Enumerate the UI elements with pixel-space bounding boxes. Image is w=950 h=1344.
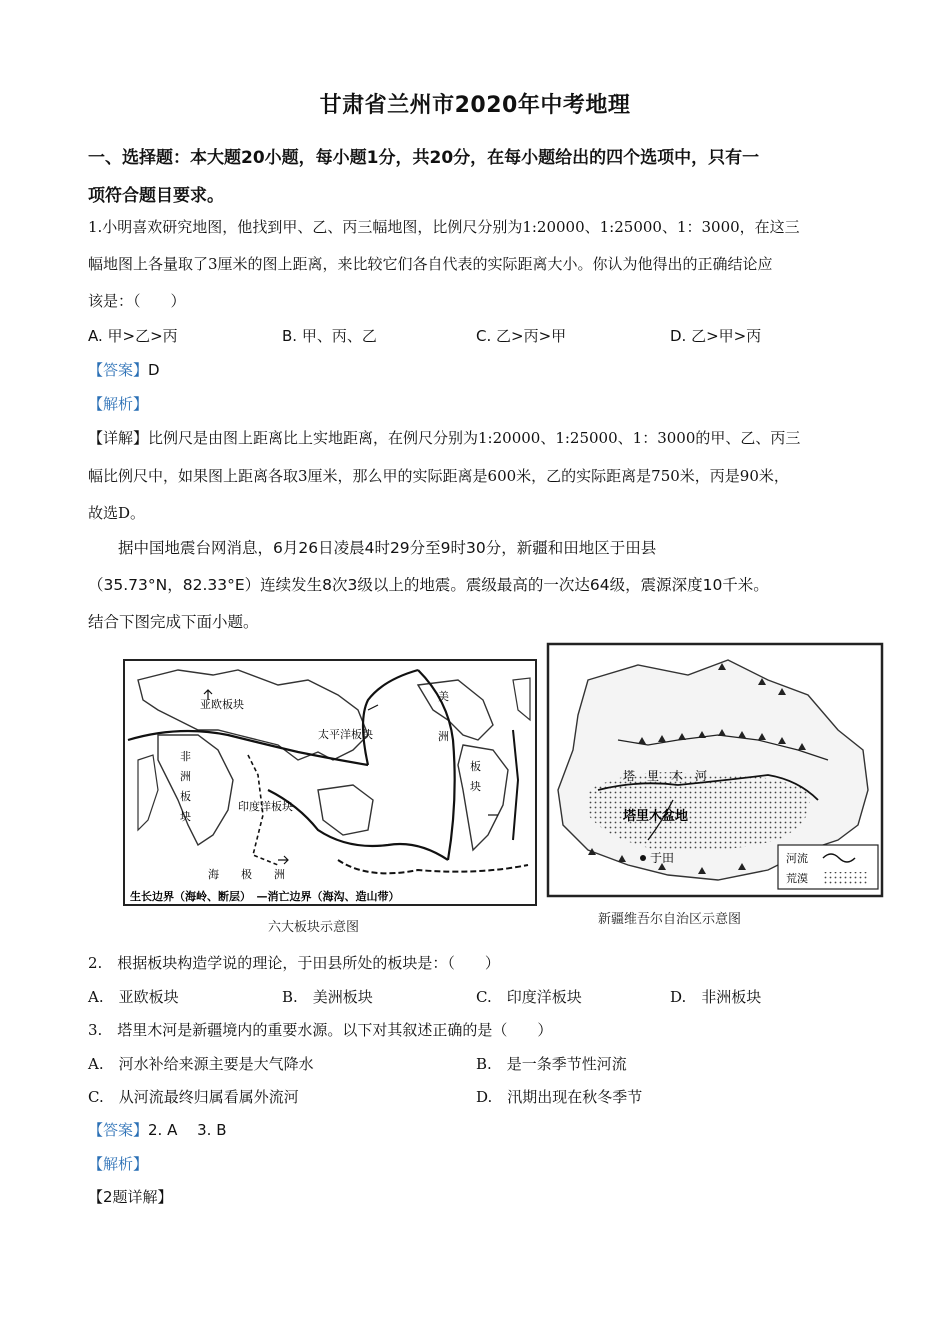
section-heading-line2: 项符合题目要求。 xyxy=(88,186,224,206)
legend-river-label: 河流 xyxy=(786,852,808,865)
q2-option-d: D. 非洲板块 xyxy=(670,988,762,1006)
label-america-2: 洲 xyxy=(438,730,449,743)
q3-option-c: C. 从河流最终归属看属外流河 xyxy=(88,1088,299,1106)
map-figure xyxy=(118,640,888,940)
maps-illustration xyxy=(118,640,888,940)
label-africa-4: 块 xyxy=(180,810,191,823)
label-indian-plate: 印度洋板块 xyxy=(238,800,293,813)
q1-analysis xyxy=(88,393,148,414)
q2-3-analysis xyxy=(88,1153,148,1174)
label-africa-2: 洲 xyxy=(180,770,191,783)
label-tarim-basin: 塔里木盆地 xyxy=(623,809,689,824)
label-africa-3: 板 xyxy=(180,790,191,803)
q1-stem-line3: 该是：（ ） xyxy=(88,292,186,310)
q3-stem: 3. 塔里木河是新疆境内的重要水源。以下对其叙述正确的是（ ） xyxy=(88,1021,553,1039)
q1-answer xyxy=(88,359,160,380)
detail-tag: 【详解】 xyxy=(88,429,149,447)
q3-option-a: A. 河水补给来源主要是大气降水 xyxy=(88,1055,314,1073)
label-yutian: 于田 xyxy=(650,851,675,865)
xinjiang-map xyxy=(548,644,882,896)
answer-tag-2: 【答案】 xyxy=(88,1121,149,1139)
left-map-legend: 生长边界（海岭、断层） —消亡边界（海沟、造山带） xyxy=(130,890,400,903)
q1-option-d: D. 乙>甲>丙 xyxy=(670,327,762,345)
material-line3: 结合下图完成下面小题。 xyxy=(88,613,259,631)
q1-detail-line3: 故选D。 xyxy=(88,504,146,522)
q3-option-b: B. 是一条季节性河流 xyxy=(476,1055,627,1073)
q1-stem-line1: 1.小明喜欢研究地图，他找到甲、乙、丙三幅地图，比例尺分别为1:20000、1:25000、1：3000，在这三 xyxy=(88,218,800,236)
world-plates-map xyxy=(124,660,536,905)
q1-option-c: C. 乙>丙>甲 xyxy=(476,327,567,345)
answer-tag: 【答案】 xyxy=(88,361,149,379)
answer-value-2: 2. A 3. B xyxy=(148,1121,227,1139)
q1-option-a: A. 甲>乙>丙 xyxy=(88,327,178,345)
answer-value: D xyxy=(148,361,160,379)
q2-detail-heading: 【2题详解】 xyxy=(88,1188,173,1206)
label-antarctic: 海 极 洲 xyxy=(208,868,285,881)
label-america-4: 块 xyxy=(470,780,481,793)
right-map-caption: 新疆维吾尔自治区示意图 xyxy=(598,912,742,927)
q2-option-b: B. 美洲板块 xyxy=(282,988,373,1006)
q1-detail-line2: 幅比例尺中，如果图上距离各取3厘米，那么甲的实际距离是600米，乙的实际距离是750米，丙是90米， xyxy=(88,467,789,485)
q3-option-d: D. 汛期出现在秋冬季节 xyxy=(476,1088,643,1106)
section-heading-line1: 一、选择题：本大题20小题，每小题1分，共20分，在每小题给出的四个选项中，只有一 xyxy=(88,148,760,168)
left-map-caption: 六大板块示意图 xyxy=(268,920,360,935)
legend-desert-icon xyxy=(823,872,868,884)
analysis-tag: 【解析】 xyxy=(88,395,149,413)
label-eurasia-plate: 亚欧板块 xyxy=(200,698,244,711)
q2-3-answer xyxy=(88,1119,227,1140)
q2-stem: 2. 根据板块构造学说的理论，于田县所处的板块是：（ ） xyxy=(88,954,500,972)
label-africa-1: 非 xyxy=(180,750,191,763)
q1-stem-line2: 幅地图上各量取了3厘米的图上距离，来比较它们各自代表的实际距离大小。你认为他得出的正确结论应 xyxy=(88,255,773,273)
label-tarim-river: 塔 里 木 河 xyxy=(623,769,708,783)
q2-option-a: A. 亚欧板块 xyxy=(88,988,179,1006)
label-america-1: 美 xyxy=(438,690,449,703)
label-pacific-plate: 太平洋板块 xyxy=(318,728,373,741)
legend-desert-label: 荒漠 xyxy=(786,872,808,885)
q1-detail-line1 xyxy=(88,427,800,448)
detail-text: 比例尺是由图上距离比上实地距离，在例尺分别为1:20000、1:25000、1：3000的甲、乙、丙三 xyxy=(148,429,801,447)
label-america-3: 板 xyxy=(470,760,481,773)
material-line2: （35.73°N，82.33°E）连续发生8次3级以上的地震。震级最高的一次达64级，震源深度10千米。 xyxy=(88,576,769,594)
analysis-tag-2: 【解析】 xyxy=(88,1155,149,1173)
q2-option-c: C. 印度洋板块 xyxy=(476,988,582,1006)
page-title: 甘肃省兰州市2020年中考地理 xyxy=(319,93,631,118)
q1-option-b: B. 甲、丙、乙 xyxy=(282,327,377,345)
material-line1: 据中国地震台网消息，6月26日凌晨4时29分至9时30分，新疆和田地区于田县 xyxy=(118,539,657,557)
